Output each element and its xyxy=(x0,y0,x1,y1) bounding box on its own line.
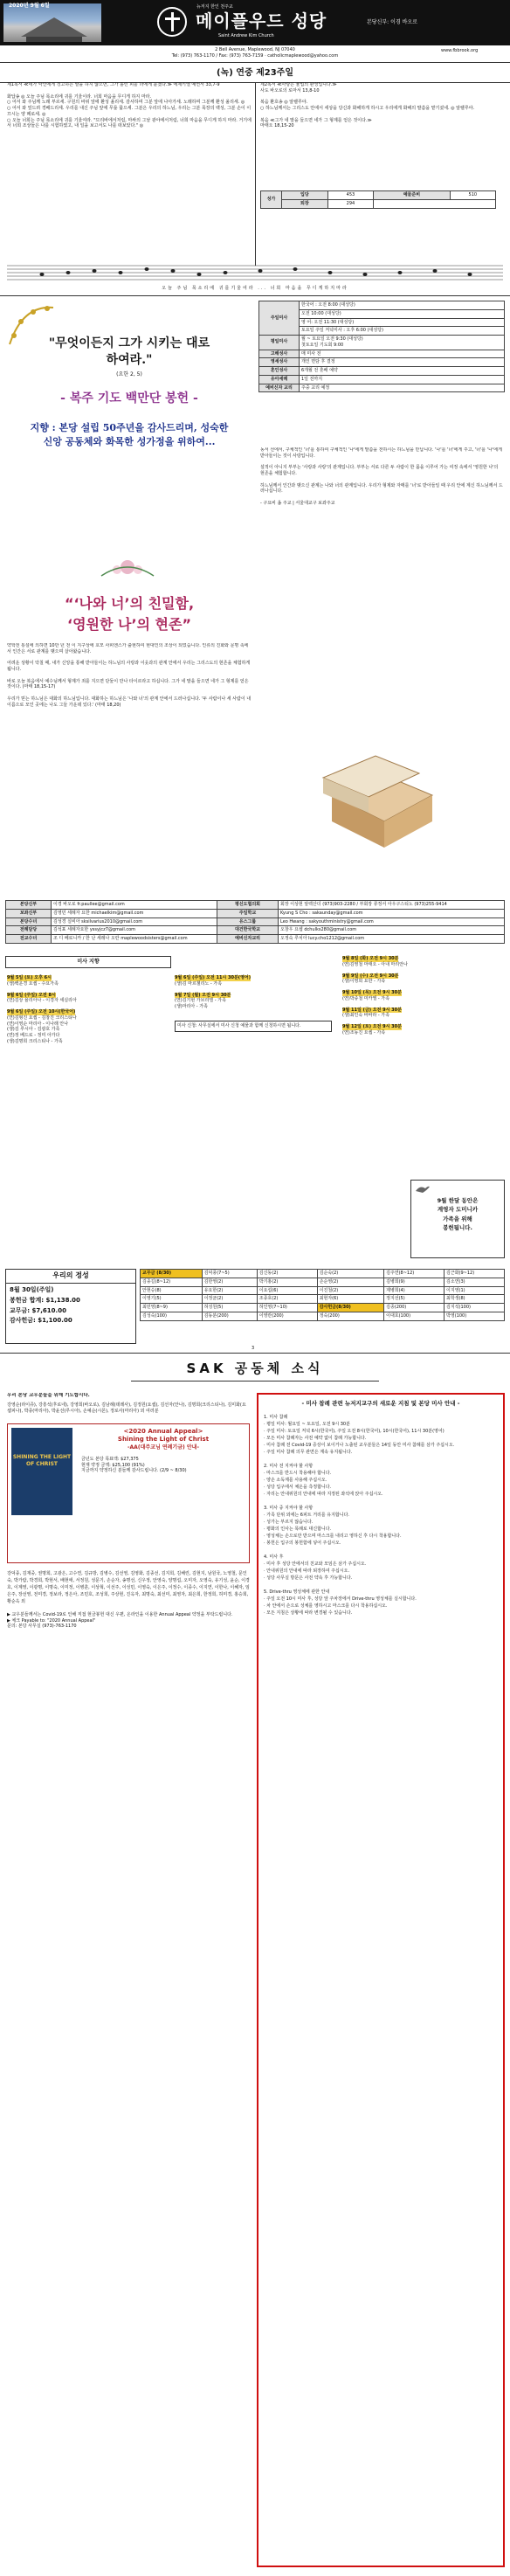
intentions-col-1: 9월 5일 (토) 오후 6시 (생)백운경 요셉 - 수요가족 9월 6일 (주일) 오전 8시 (연)김상 율리아나 - 이경자 세실리아 9월 6일 (주일) 오전 10시(한국어) (연)김형진 요셉 - 김창진 크리스티나 (연)이영순 마리아 - 이나래 안나 (생)김 루시아 - 김광호 가족 (연)정 베드로 - 정미 아가다 (생)김명희 크리스티나 - 가족 xyxy=(7,975,77,1044)
finance-thanks: 감사헌금: $1,100.00 xyxy=(10,1317,72,1325)
church-name: 메이플우드 성당 xyxy=(196,10,327,31)
appeal-notes: ▶ 교우분들께서는 Covid-19로 인해 직접 현금봉헌 대신 우편, 온라인을 이용한 Annual Appeal 약정을 부탁드립니다. ▶ 체크 Payable to: "2020 Annual Appeal" 문의: 본당 사무실 (973)-763-1170 xyxy=(7,1611,233,1630)
appeal-book-image: SHINING THE LIGHT OF CHRIST xyxy=(11,1428,72,1515)
notices-left xyxy=(7,1393,250,2564)
contact-bar xyxy=(0,45,510,63)
finance-title: 우리의 정성 xyxy=(6,1270,135,1284)
melody-text: 오늘 주님 목소리에 귀를기울여라 ... 너희 마음을 무디게하지마라 xyxy=(162,285,348,291)
music-staff xyxy=(7,262,503,292)
sunday-title: (녹) 연중 제23주일 xyxy=(0,65,510,83)
flower-decor-icon xyxy=(93,554,162,580)
sak-title: SAK 공동체 소식 xyxy=(131,1360,379,1381)
notice-right-box xyxy=(257,1393,505,2567)
essay-title-2: ‘영원한 나’의 현존” xyxy=(66,616,191,633)
church-kr: 뉴저지 한인 천주교 xyxy=(196,4,233,10)
notice-right-title: - 미사 참례 관련 뉴저지교구의 새로운 지침 및 본당 미사 안내 - xyxy=(301,1400,460,1407)
contacts: Tel: (973) 763-1170 / Fax: (973) 763-7159 · catholicmaplewood@yahoo.com xyxy=(171,52,339,59)
intentions-col-3: 9월 8일 (화) 오전 9시 30분 (연)김영철 마태오 - 아내 마리안나 9월 9일 (수) 오전 9시 30분 (생)이영희 요한 - 가족 9월 10일 (목) 오전 9시 30분 (연)박종철 미카엘 - 가족 9월 11일 (금) 오전 9시 30분 (생)최인숙 바바라 - 가족 9월 12일 (토) 오전 9시 30분 (연)조동진 요셉 - 가족 xyxy=(342,956,408,1035)
prayer-intro: 우리 본당 교우분들을 위해 기도합시다. xyxy=(7,1393,90,1398)
mass-times-table: 주일미사 한국어 : 오전 8:00 (대성당) 오전 10:00 (대성당) 영 어: 오전 11:30 (대성당) 토요일 주일 저녁미사 : 오후 6:00 (대성당) 평일미사 월 ~ 토요일 오전 9:30 (대성당) 첫토요일 기도회 9:00 고해성사 매 미사 전 영세성사 개인 면담 후 결정 혼인성사 6개월 전 혼배 예약 유아세례 1일 전까지 예비신자 교리 주중 교리 예정 xyxy=(258,301,505,392)
donor-list: 강덕종, 김재중, 권명희, 고광은, 고수연, 김규방, 김병수, 김선영, 김영화, 김종선, 김지희, 김해린, 김현지, 남원국, 노영철, 문인숙, 박가람, 박경희, 박현서, 배현애, 서정원, 성문기, 손순자, 송명선, 신우정, 안영숙, 양명섭, 오미자, 오영숙, 유기성, 윤순, 이경호, 이계영, 이광명, 이명숙, 이미정, 이병훈, 이상혁, 이선주, 이성민, 이영숙, 이은주, 이정수, 이종수, 이지연, 이한나, 이혜자, 임은주, 장선영, 전미경, 정보라, 정은아, 조민호, 조성희, 주상현, 진옥자, 최명숙, 최선미, 최영자, 최은희, 한정희, 허미경, 홍승희, 황순옥 외 xyxy=(7,1570,250,1604)
essay-left: 약학전 통설에 의하면 10만 년 전 이 지구상에 호모 사피엔스가 출현하여 현대인의 조상이 되었습니다. 인류의 진화와 문명 속에서 인간은 서로 관계를 맺으며 살아왔습니다. 어려운 상황이 닥칠 때, 내가 신앙을 통해 받아들이는 하느님의 사랑과 이웃과의 관계 안에서 우리는 그리스도의 현존을 체험하게 됩니다. 바로 오늘 복음에서 예수님께서 형제가 죄를 지으면 단둘이 만나 타이르라고 하십니다. 그가 네 말을 들으면 네가 그 형제를 얻은 것이다. (마태 18,15-17) 우리가 믿는 하느님은 대화의 하느님입니다. 대화하는 하느님은 '나와 너'의 관계 안에서 드러나십니다. '두 사람이나 세 사람이 내 이름으로 모인 곳에는 나도 그들 가운데 있다.' (마태 18,20) xyxy=(7,643,252,708)
prayer-box: 9월 한달 동안은 계영자 도미니카 가족을 위해 봉헌됩니다. xyxy=(410,1180,505,1258)
church-logo-icon xyxy=(157,7,187,37)
pastor: 본당신부: 이경 바오로 xyxy=(367,19,418,25)
poster-purpose: 지향 : 본당 설립 50주년을 감사드리며, 성숙한 신앙 공동체와 화목한 성가정을 위하여... xyxy=(30,421,229,448)
church-en: Saint Andrew Kim Church xyxy=(218,33,274,38)
staff-table: 본당신부 이경 바오로 fr.paullee@gmail.com 평신도협의회 회장 이상현 알렉산더 (973)903-2280 / 부회장 류정서 아우구스티노 (973)255-9414 보좌신부 김영민 세례자 요한 michaelkim@gmail.com 주일학교 Kyung S Cho : sakaunday@gmail.com 본당수녀 김성경 실비아 sksilvarius2010@gmail.com 유스그룹 Leo Hwang : sakyouthministry@gmail.com 전례담당 김석표 세례자요한 yssyjcz7@gmail.com 대건한국학교 오창우 요셉 dchulks280@gmail.com 전교수녀 조 디 베로니카 / 한 난 세레나 오란 maplewoodsisters@gmail.com 예비신자교리 오정숙 루치아 lucy.cho1212@gmail.com xyxy=(5,900,505,944)
hymn-label: 성가 xyxy=(261,191,282,209)
header-band xyxy=(0,0,510,45)
page-number-3: 3 xyxy=(252,1346,255,1351)
rosary-poster xyxy=(5,301,253,589)
dove-icon xyxy=(415,1184,431,1195)
website[interactable]: www.fbbrook.org xyxy=(441,48,479,53)
hymn-box: 성가 입당 453 예물준비 510 퇴장 294 xyxy=(260,190,503,209)
appeal-subtitle: Shining the Light of Christ xyxy=(117,1436,210,1444)
essay-title-1: “‘나와 너’의 친밀함, xyxy=(64,595,195,612)
bible-image xyxy=(314,734,445,865)
address: 2 Bell Avenue, Maplewood, NJ 07040 xyxy=(215,47,295,52)
district-table: 교무금 (8/30) 김덕풍(7~5) 김신동(2) 김순숙(2) 김주연(8~12) 김근화(9~12) 김종길(8~12) 김한영(2) 박기홍(2) 손순영(2) 김병희(9) 김소연(3) 안현승(8) 유요한(2) 이요섭(6) 이진철(2) 제병희(4) 이지영(1) 이영기(5) 이정균(2) 조종호(2) 최현자(6) 정지선(5) 최학생(8) 최민영(8~9) 허성원(5) 허인영(7~10) 감사헌금(8/30) 김종(200) 김지석(100) 김성숙(100) 김동분(200) 이영란(200) 정숙(200) 이대호(100) 박영(100) xyxy=(140,1269,505,1321)
mass-intentions-title: 미사 지향 xyxy=(5,956,171,968)
finance-box xyxy=(5,1269,136,1344)
finance-pledge: 교무금: $7,610.00 xyxy=(10,1306,66,1314)
poster-title: - 복주 기도 백만단 봉헌 - xyxy=(60,391,198,405)
prayer-names: 강영순(라이쥬), 강흥석(후로네), 강영희(바오로), 김남례(데레사), 김정원(요셉), 김선자(안나), 김명희(크리스티나), 김미화(요셉피나), 박종(마리아), 박윤선(루시아), 손예순(시몬), 정로사(마리아) 외 여러분 xyxy=(7,1402,246,1415)
appeal-box xyxy=(7,1423,250,1563)
appeal-title: <2020 Annual Appeal> xyxy=(123,1427,203,1435)
poster-quote: "무엇이든지 그가 시키는 대로 하여라." xyxy=(48,336,210,367)
bulletin-date: 2020년 9월 6일 xyxy=(9,3,50,9)
readings-left: 제1독서 ≪네가 악인에게 경고하는 말을 하지 않으면, 그가 흘린 피를 너에게 묻겠다.≫ 에제키엘 예언서 33,7-9 화답송 ◎ 오늘 주님 목소리에 귀를 기울이라. 너희 마음을 무디게 하지 마라. ○ 어서 와 주님께 노래 부르세. 구원의 바위 앞에 환성 올리세. 감사하며 그분 앞에 나아가세. 노래하며 그분께 환성 올리세. ◎ ○ 어서 와 엎드려 경배드리세. 우리를 내신 주님 앞에 무릎 꿇으세. 그분은 우리의 하느님, 우리는 그분 목장의 백성, 그분 손이 이끄시는 양 떼로세. ◎ ○ 오늘 너희는 주님 목소리에 귀를 기울여라. "므리바에서처럼, 마싸의 그날 광야에서처럼, 너희 마음을 무디게 하지 마라. 거기에서 너희 조상들은 나를 시험하였고, 내 일을 보고서도 나를 떠보았다." ◎ xyxy=(7,82,252,129)
poster-ref: (요한 2, 5) xyxy=(116,370,142,377)
readings-right: 제2독서 ≪사랑은 율법의 완성입니다.≫ 사도 바오로의 로마서 13,8-10 복음 환호송 ◎ 알렐루야. ○ 하느님께서는 그리스도 안에서 세상을 당신과 화해하게 하시고 우리에게 화해의 말씀을 맡기셨네. ◎ 알렐루야. 복음 ≪그가 네 말을 들으면 네가 그 형제를 얻은 것이다.≫ 마태오 18,15-20 xyxy=(260,82,475,129)
appeal-text: 금년도 본당 목표액: $27,375 현재 약정 금액: $25,100 (91%) 지금까지 약정하신 분들께 감사드립니다. (2/9 ~ 8/30) xyxy=(81,1456,187,1474)
intentions-col-2: 9월 6일 (주일) 오전 11시 30분(영어) (생)김 마르첼리노 - 가족 9월 7일 (월) 오전 9시 30분 (연)김기현 가브리엘 - 가족 (생)마리아 - 가족 미사 신청: 사무실에서 미사 신청 예물과 함께 신청하시면 됩니다. xyxy=(175,972,332,1032)
notice-right-body: 1. 미사 참례 · 평일 미사: 월요일 ~ 토요일, 오전 9시 30분 · 주일 미사: 토요일 저녁 6시(한국어), 주일 오전 8시(한국어), 10시(한국어), 11시 30분(영어) · 모든 미사 참례자는 사전 예약 없이 참례 가능합니다. · 미사 참례 전 Covid-19 증상이 보이거나 노출된 교우분들은 14일 동안 미사 참례를 삼가 주십시오. · 주일 미사 참례 의무 관면은 계속 유지됩니다. 2. 미사 전 지켜야 할 사항 · 마스크를 반드시 착용해야 합니다. · 양손 소독제를 사용해 주십시오. · 성당 입구에서 체온을 측정합니다. · 자리는 안내위원의 안내에 따라 지정된 좌석에 앉아 주십시오. 3. 미사 중 지켜야 할 사항 · 가족 단위 외에는 6피트 거리를 유지합니다. · 성가는 부르지 않습니다. · 평화의 인사는 목례로 대신합니다. · 영성체는 손으로만 받으며 마스크를 내리고 영하신 후 다시 착용합니다. · 봉헌은 입구의 봉헌함에 넣어 주십시오. 4. 미사 후 · 미사 후 성당 안에서의 친교와 모임은 삼가 주십시오. · 안내위원의 안내에 따라 퇴장하여 주십시오. · 성당 사무실 방문은 사전 약속 후 가능합니다. 5. Drive-thru 영성체에 관한 안내 · 주일 오전 10시 미사 후, 성당 앞 주차장에서 Drive-thru 영성체를 실시합니다. · 차 안에서 손으로 성체를 영하시고 마스크를 다시 착용하십시오. · 모든 지침은 상황에 따라 변경될 수 있습니다. xyxy=(264,1414,455,1616)
rosary-decor-icon xyxy=(5,301,58,353)
music-notes-icon xyxy=(7,262,503,283)
appeal-sub2: -AA(대주교님 연례기금) 안내- xyxy=(128,1444,199,1451)
finance-total: 봉헌금 합계: $1,138.00 xyxy=(10,1297,80,1305)
essay-right: 동서 선에서, 구체적인 '너'를 통하여 구체적인 '나'에게 말씀을 전하시는 하느님을 만납니다. '나'를 '너'에게 주고, '너'를 '나'에게 받아들이는 것이 사랑입니다. 설적이 아니지 부부는 '사랑과 사랑'의 관계입니다. 부부는 서로 다른 두 사람이 한 몸을 이루어 가는 여정 속에서 '영원한 나'의 현존을 체험합니다. 하느님께서 인간과 맺으신 관계는 나와 너의 관계입니다. 우리가 형제와 자매를 '너'로 받아들일 때 우리 안에 계신 하느님께서 드러나십니다. - 구요비 욥 주교 | 서울대교구 보좌주교 xyxy=(260,447,503,506)
mass-note: 미사 신청: 사무실에서 미사 신청 예물과 함께 신청하시면 됩니다. xyxy=(175,1021,332,1032)
finance-date: 8월 30일(주일) xyxy=(10,1285,54,1293)
